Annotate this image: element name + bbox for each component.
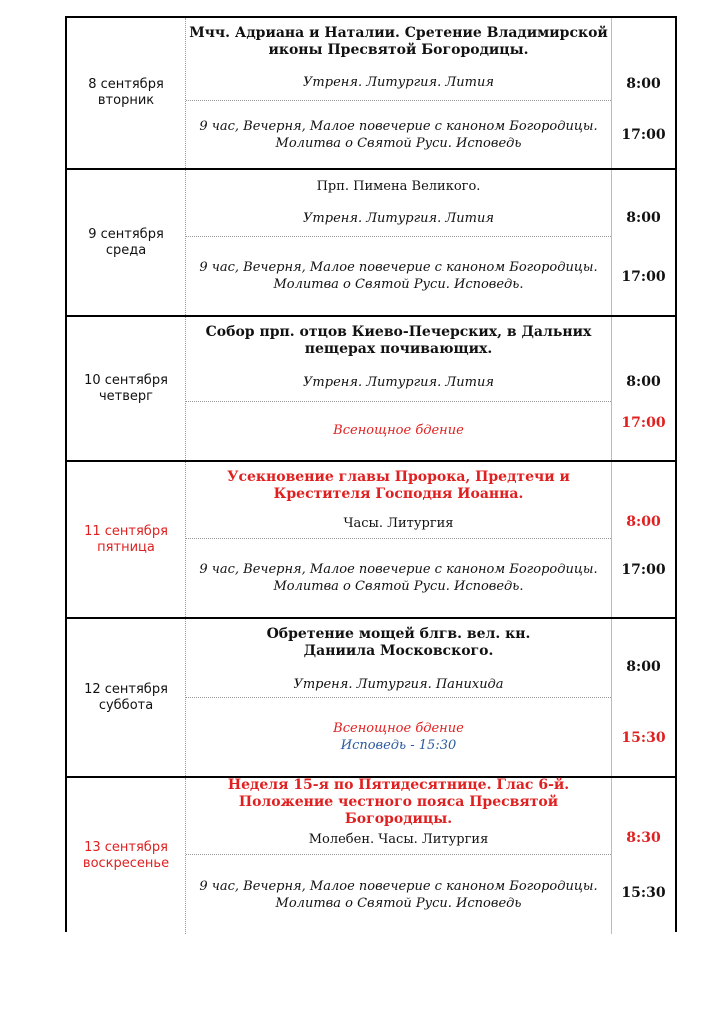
services-cell [186,18,611,168]
date-cell [67,778,186,934]
morning-service-cell [186,365,611,399]
time-cell [611,462,675,617]
evening-service: 9 час, Вечерня, Малое повечерие с каноном Богородицы. Молитва о Святой Руси. Исповедь [199,118,598,151]
services-cell [186,317,611,460]
date-label: 12 сентября [84,681,168,697]
morning-service-cell [186,202,611,234]
evening-service: 9 час, Вечерня, Малое повечерие с каноном Богородицы. Молитва о Святой Руси. Исповедь. [199,561,598,594]
time-cell [611,619,675,776]
evening-service-cell [186,538,611,616]
weekday-label: воскресенье [82,856,170,871]
feast-title-cell [186,466,611,506]
day-row [67,619,675,778]
weekday-label: среда [105,242,147,258]
feast-title: Обретение мощей блгв. вел. кн. Даниила Московского. [266,626,531,659]
weekday-label: четверг [99,388,153,404]
morning-service: Утреня. Литургия. Лития [303,74,494,90]
evening-service-cell [186,854,611,934]
feast-title-cell [186,623,611,663]
evening-time: 17:00 [621,562,666,578]
morning-time: 8:00 [626,210,661,226]
time-cell [611,18,675,168]
feast-title-cell [186,22,611,62]
evening-service-cell [186,100,611,168]
morning-time: 8:30 [626,830,661,846]
feast-title: Мчч. Адриана и Наталии. Сретение Владимирской иконы Пресвятой Богородицы. [189,25,608,58]
feast-title-cell [186,174,611,198]
date-label: 13 сентября [84,840,168,855]
day-row [67,317,675,462]
services-cell [186,170,611,315]
time-cell [611,170,675,315]
vigil-service: Всенощное бдение [333,720,464,736]
morning-service: Часы. Литургия [343,515,454,531]
feast-title-cell [186,321,611,361]
date-label: 8 сентября [88,77,164,92]
schedule-table [65,16,677,932]
morning-service-cell [186,671,611,697]
evening-time: 17:00 [621,415,666,431]
day-row [67,778,675,934]
weekday-label: суббота [98,697,154,713]
weekday-label: пятница [97,539,155,555]
morning-service-cell [186,66,611,98]
day-row [67,170,675,317]
time-cell [611,317,675,460]
morning-service: Молебен. Часы. Литургия [308,831,489,847]
morning-service: Утреня. Литургия. Лития [303,210,494,226]
evening-service-cell [186,401,611,459]
morning-service: Утреня. Литургия. Панихида [293,676,504,692]
date-label: 9 сентября [88,226,164,242]
morning-service: Утреня. Литургия. Лития [303,374,494,390]
date-label: 11 сентября [84,523,168,539]
feast-title: Прп. Пимена Великого. [316,178,481,194]
date-cell [67,462,186,617]
morning-time: 8:00 [626,76,661,92]
morning-time: 8:00 [626,374,661,390]
morning-time: 8:00 [626,659,661,675]
feast-title: Усекновение главы Пророка, Предтечи и Крестителя Господня Иоанна. [227,469,570,502]
feast-title-cell [186,776,611,827]
date-label: 10 сентября [84,372,168,388]
evening-service-cell [186,236,611,314]
date-cell [67,619,186,776]
day-row [67,462,675,619]
evening-service: 9 час, Вечерня, Малое повечерие с каноном Богородицы. Молитва о Святой Руси. Исповедь. [199,259,598,292]
services-cell [186,778,611,934]
date-cell [67,170,186,315]
confession-note: Исповедь - 15:30 [340,737,457,753]
services-cell [186,462,611,617]
evening-time: 17:00 [621,269,666,285]
morning-service-cell [186,826,611,852]
services-cell [186,619,611,776]
date-cell [67,18,186,168]
feast-title: Собор прп. отцов Киево-Печерских, в Дальних пещерах почивающих. [205,324,592,357]
morning-time: 8:00 [626,514,661,530]
feast-title: Неделя 15-я по Пятидесятнице. Глас 6-й. Положение честного пояса Пресвятой Богородицы. [227,776,570,827]
date-cell [67,317,186,460]
evening-time: 15:30 [621,730,666,746]
vigil-service: Всенощное бдение [333,423,464,438]
evening-time: 17:00 [621,127,666,143]
time-cell [611,778,675,934]
evening-service: 9 час, Вечерня, Малое повечерие с каноном Богородицы. Молитва о Святой Руси. Исповедь [199,878,598,911]
evening-time: 15:30 [621,885,666,901]
morning-service-cell [186,510,611,536]
weekday-label: вторник [97,93,155,108]
evening-service-cell [186,697,611,775]
day-row [67,18,675,170]
